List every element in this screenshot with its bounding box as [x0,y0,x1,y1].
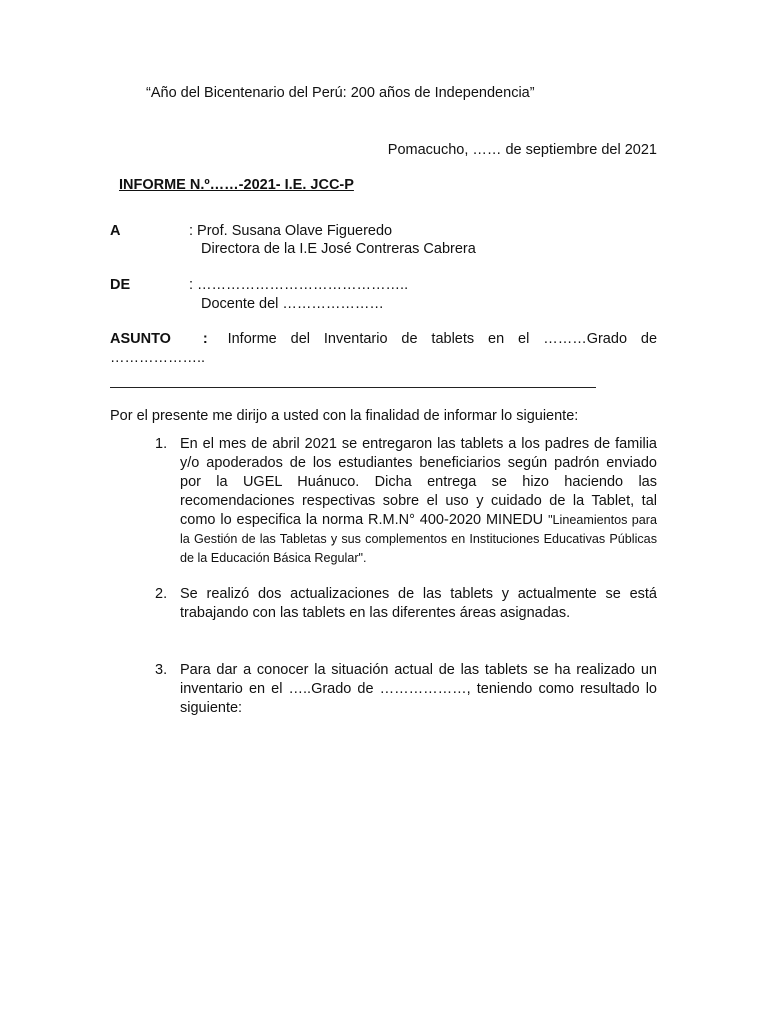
motto-line: “Año del Bicentenario del Perú: 200 años de Independencia” [146,85,535,101]
list-item-number: 1. [155,436,168,452]
subject-colon: : [202,331,208,347]
sender-label: DE [110,277,131,293]
list-item-text: Para dar a conocer la situación actual de las tablets se ha realizado un inventario en el …..Grado de ………………, teniendo como resultado lo siguiente: [180,662,657,716]
addressee-label: A [110,223,121,239]
sender-position: Docente del ………………… [201,296,384,312]
list-item [155,661,657,718]
list-item-number: 2. [155,586,168,602]
list-item-text: Se realizó dos actualizaciones de las tablets y actualmente se está trabajando con las tablets en las diferentes áreas asignadas. [180,586,657,621]
norm-quote: "Lineamientos para la Gestión de las Tabletas y sus complementos en Instituciones Educativas Públicas de la Educación Básica Regular". [180,513,658,565]
addressee-position: Directora de la I.E José Contreras Cabrera [201,241,476,257]
list-item-text: En el mes de abril 2021 se entregaron las tablets a los padres de familia y/o apoderados de los estudiantes beneficiarios según padrón enviado por la UGEL Huánuco. Dicha entrega se hizo haciendo las recomendaciones respectivas sobre el uso y cuidado de la Tablet, tal como lo especifica la norma R.M.N° 400-2020 MINEDU [180,436,657,528]
sender-name: : …………………………………….. [189,277,409,293]
intro-paragraph: Por el presente me dirijo a usted con la finalidad de informar lo siguiente: [110,408,579,424]
report-title: INFORME N.º……-2021- I.E. JCC-P [119,177,354,193]
subject-line [110,331,657,347]
place-date: Pomacucho, …… de septiembre del 2021 [387,142,657,158]
subject-continuation: ……………….. [110,350,206,366]
subject-text: Informe del Inventario de tablets en el ………Grado de [227,331,658,347]
separator-rule [110,387,596,388]
list-item-number: 3. [155,662,168,678]
list-item [155,435,658,568]
subject-label: ASUNTO [110,331,171,347]
list-item [155,585,657,623]
addressee-name: : Prof. Susana Olave Figueredo [189,223,393,239]
